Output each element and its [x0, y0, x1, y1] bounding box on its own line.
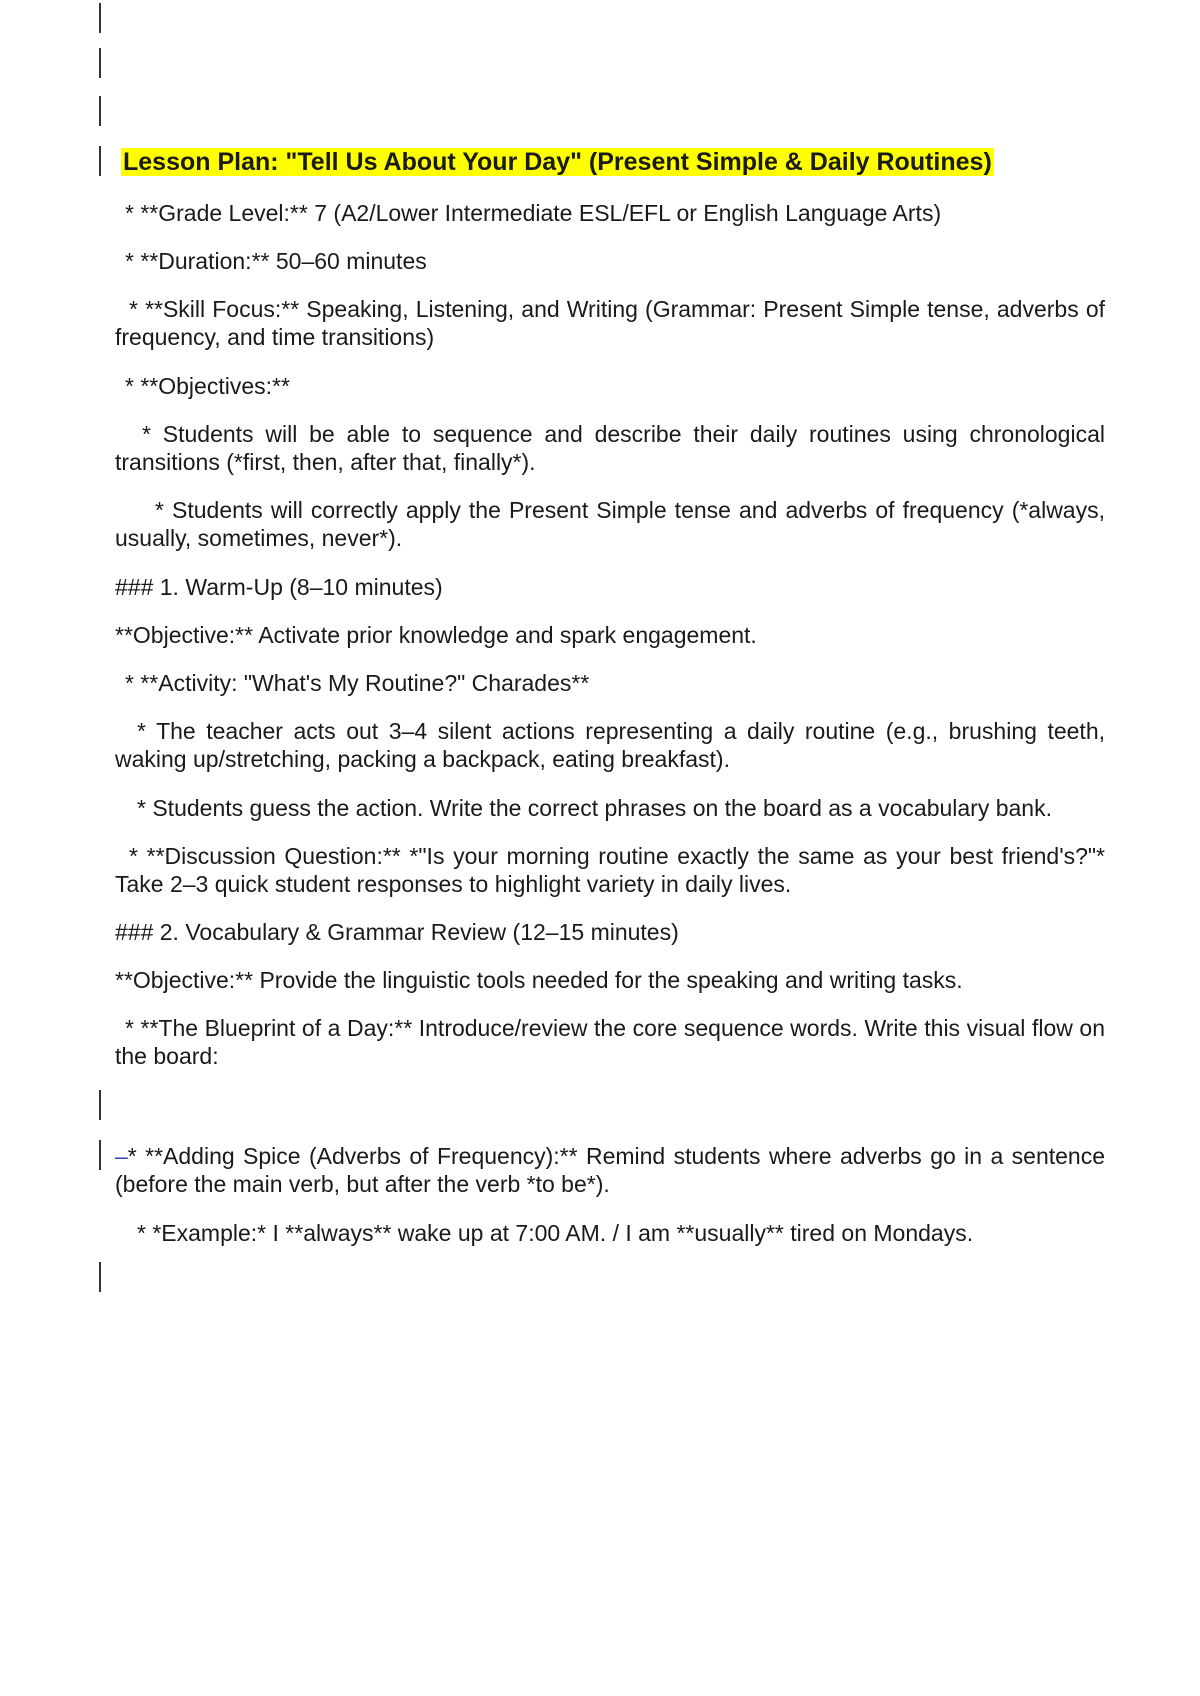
objective-item: * Students will be able to sequence and describe their daily routines using chronological transitions (*first, then, after that, finally*). — [115, 421, 1105, 475]
paragraph-marker — [99, 1090, 101, 1120]
objective-item: * Students will correctly apply the Present Simple tense and adverbs of frequency (*always, usually, sometimes, never*). — [115, 497, 1105, 551]
blueprint-line: * **The Blueprint of a Day:** Introduce/review the core sequence words. Write this visual flow on the board: — [115, 1015, 1105, 1069]
discussion-line: * **Discussion Question:** *"Is your morning routine exactly the same as your best friend's?"* Take 2–3 quick student responses to highlight variety in daily lives. — [115, 843, 1105, 897]
duration-line: * **Duration:** 50–60 minutes — [125, 248, 427, 274]
title-text: Lesson Plan: "Tell Us About Your Day" (Present Simple & Daily Routines) — [123, 148, 992, 176]
grade-level-line: * **Grade Level:** 7 (A2/Lower Intermediate ESL/EFL or English Language Arts) — [125, 200, 942, 226]
document-title — [121, 146, 994, 178]
paragraph-marker — [99, 3, 101, 33]
paragraph-marker — [99, 48, 101, 78]
section-objective: **Objective:** Activate prior knowledge and spark engagement. — [115, 622, 757, 648]
adverbs-text: * **Adding Spice (Adverbs of Frequency):** Remind students where adverbs go in a sentence (before the main verb, but after the verb *to be*). — [115, 1143, 1105, 1197]
section-heading-vocabulary: ### 2. Vocabulary & Grammar Review (12–15 minutes) — [115, 919, 679, 945]
paragraph-marker — [99, 146, 101, 176]
dash-mark: – — [115, 1143, 128, 1169]
paragraph-marker — [99, 1262, 101, 1292]
activity-heading: * **Activity: "What's My Routine?" Charades** — [125, 670, 590, 696]
skill-focus-line: * **Skill Focus:** Speaking, Listening, and Writing (Grammar: Present Simple tense, adverbs of frequency, and time transitions) — [115, 296, 1105, 350]
section-heading-warm-up: ### 1. Warm-Up (8–10 minutes) — [115, 574, 443, 600]
paragraph-marker — [99, 96, 101, 126]
paragraph-marker — [99, 1140, 101, 1170]
section-objective: **Objective:** Provide the linguistic tools needed for the speaking and writing tasks. — [115, 967, 963, 993]
example-line: * *Example:* I **always** wake up at 7:00 AM. / I am **usually** tired on Mondays. — [137, 1220, 974, 1246]
activity-item: * The teacher acts out 3–4 silent actions representing a daily routine (e.g., brushing teeth, waking up/stretching, packing a backpack, eating breakfast). — [115, 718, 1105, 772]
adverbs-line — [115, 1142, 1105, 1198]
activity-item: * Students guess the action. Write the correct phrases on the board as a vocabulary bank. — [137, 795, 1052, 821]
objectives-heading: * **Objectives:** — [125, 373, 290, 399]
